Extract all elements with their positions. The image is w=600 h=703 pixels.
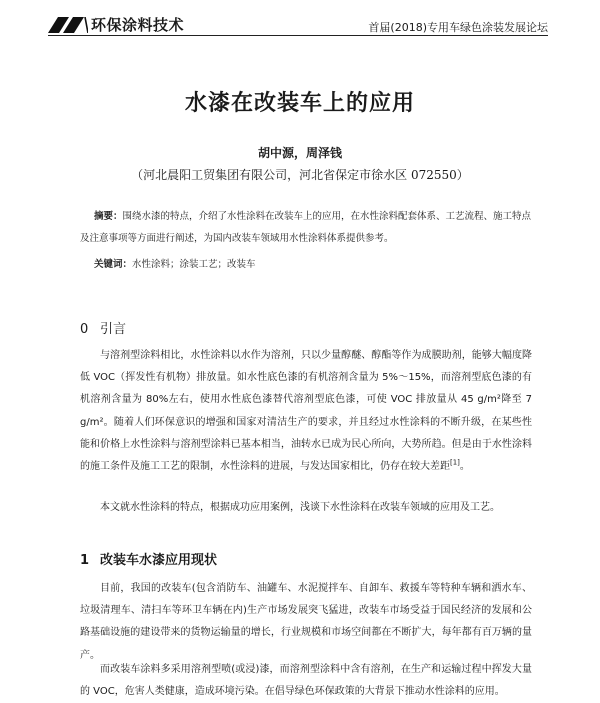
keywords-label: 关键词： [94,259,133,270]
paragraph-intro-2: 本文就水性涂料的特点，根据成功应用案例，浅谈下水性涂料在改装车领域的应用及工艺。 [100,502,500,513]
paragraph-text: 与溶剂型涂料相比，水性涂料以水作为溶剂，只以少量醇醚、醇酯等作为成膜助剂，能够大幅度降低 VOC（挥发性有机物）排放量。如水性底色漆的有机溶剂含量为 5%～15%，而溶剂型底色漆的有机溶剂含量为 80%左右，使用水性底色漆替代溶剂型底色漆，可使 VOC 排放量从 45 g/m²降至 7 g/m²。随着人们环保意识的增强和国家对清洁生产的要求，并且经过水性涂料的不断升级，在某些性能和价格上水性涂料与溶剂型涂料已基本相当，油转水已成为民心所向，大势所趋。但是由于水性涂料的施工条件及施工工艺的限制，水性涂料的进展，与发达国家相比，仍存在较大差距 [80,350,532,473]
keywords-text: 水性涂料；涂装工艺；改装车 [132,259,256,270]
section-heading-intro [80,318,126,337]
paragraph-status-2: 而改装车涂料多采用溶剂型喷(或浸)漆，而溶剂型涂料中含有溶剂，在生产和运输过程中挥发大量的 VOC，危害人类健康，造成环境污染。在倡导绿色环保政策的大背景下推动水性涂料的应用。 [80,664,532,698]
journal-logo-icon [48,17,88,33]
authors: 胡中源，周泽钱 [257,146,342,160]
section-number: 1 [80,553,90,568]
abstract-label: 摘要： [94,211,123,222]
page-header [48,10,548,36]
paragraph-intro-1 [80,345,532,478]
affiliation: （河北晨阳工贸集团有限公司，河北省保定市徐水区 072550） [131,168,469,182]
citation-ref[interactable]: [1] [450,458,460,467]
issue-name: 首届(2018)专用车绿色涂装发展论坛 [368,21,548,34]
section-number: 0 [80,322,89,337]
abstract-text: 围绕水漆的特点，介绍了水性涂料在改装车上的应用，在水性涂料配套体系、工艺流程、施工特点及注意事项等方面进行阐述，为国内改装车领域用水性涂料体系提供参考。 [80,211,532,244]
section-title: 引言 [100,322,127,337]
keywords [80,254,540,276]
paragraph-status-1: 目前，我国的改装车(包含消防车、油罐车、水泥搅拌车、自卸车、救援车等特种车辆和洒水车、垃圾清理车、清扫车等环卫车辆在内)生产市场发展突飞猛进，改装车市场受益于国民经济的发展和公路基础设施的建设带来的货物运输量的增长，行业规模和市场空间都在不断扩大，每年都有百万辆的量产。 [80,583,532,661]
journal-name: 环保涂料技术 [91,16,185,34]
abstract [80,206,540,250]
section-heading-status [80,549,217,568]
header-rule [48,35,548,36]
paragraph-end: 。 [459,461,470,473]
article-title: 水漆在改装车上的应用 [184,91,415,116]
section-title: 改装车水漆应用现状 [100,553,218,568]
